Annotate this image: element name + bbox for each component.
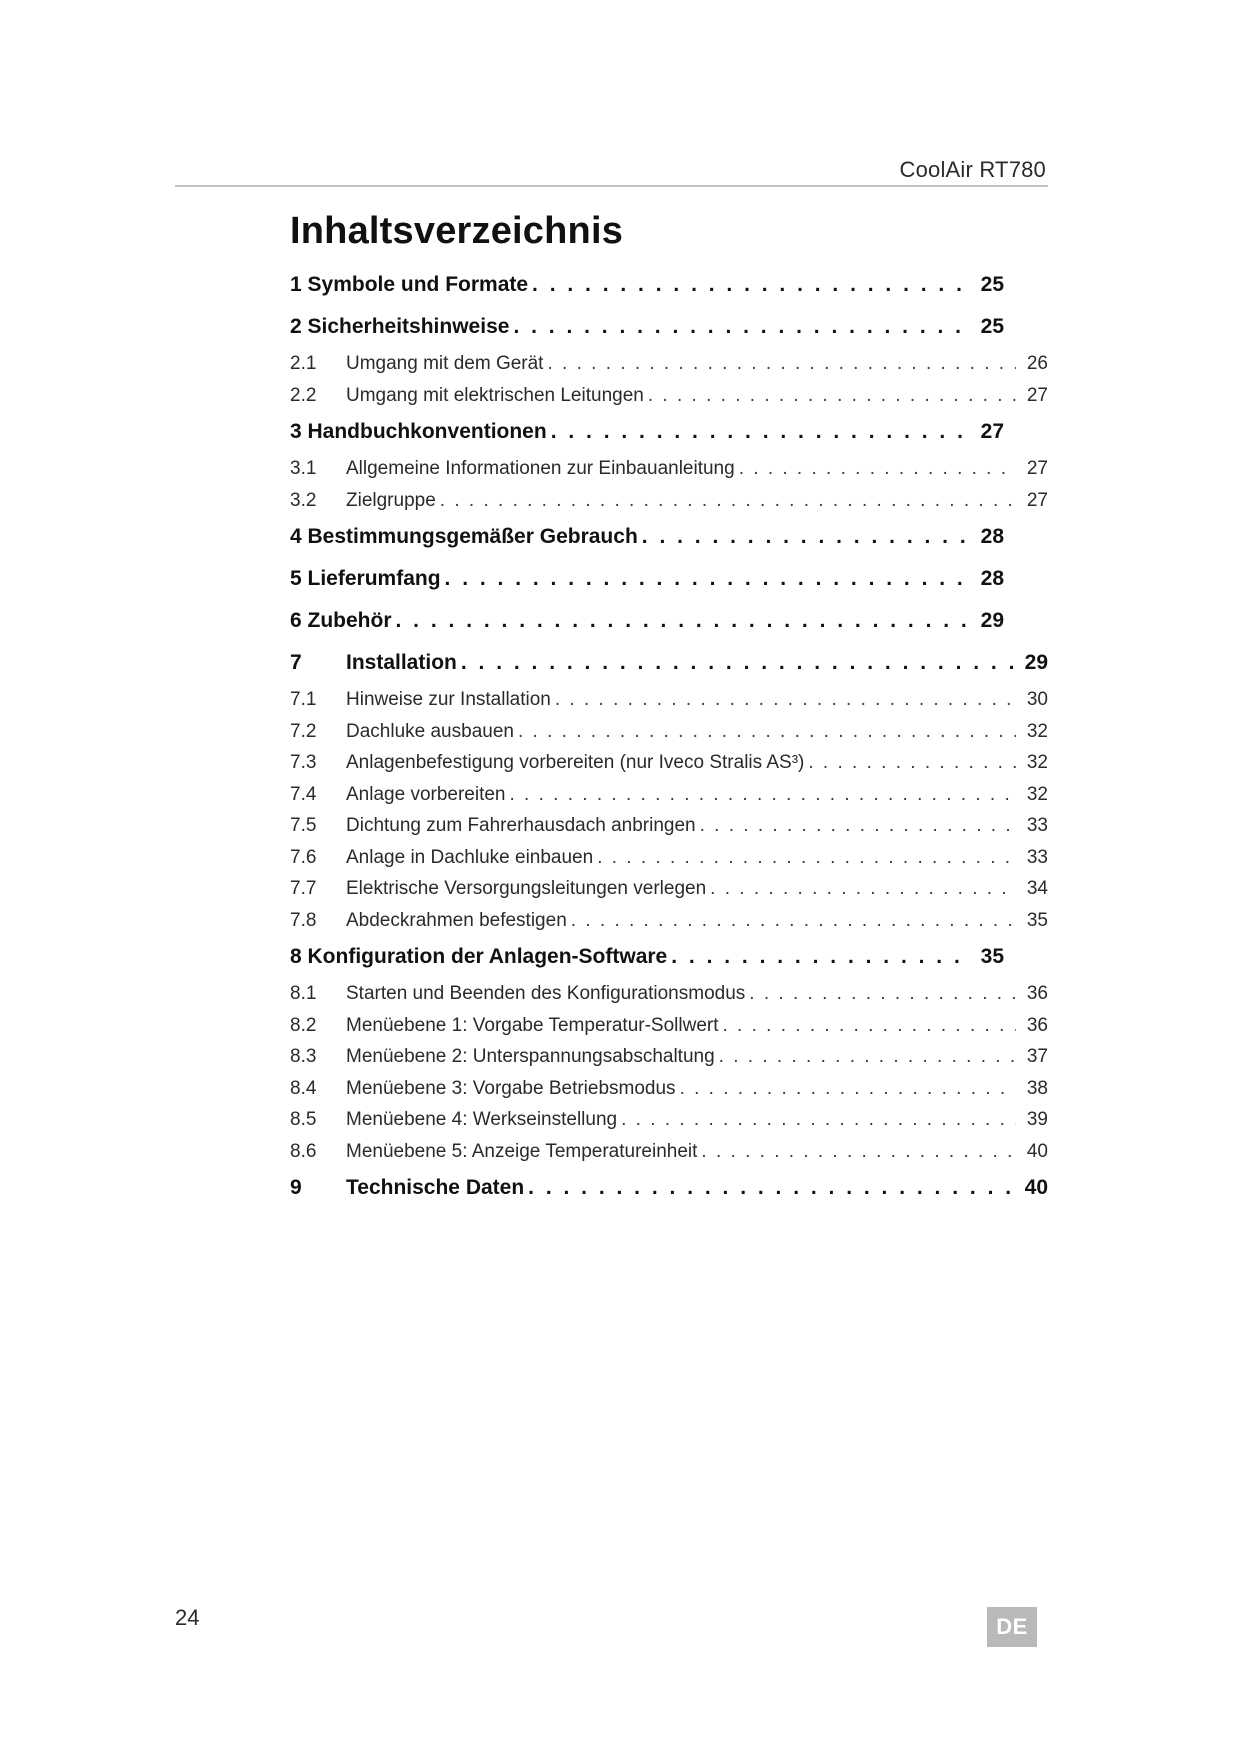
toc-entry-label: Elektrische Versorgungsleitungen verlegen [346,878,707,899]
dot-leader [680,1073,1016,1105]
toc-entry-label: 8 Konfiguration der Anlagen-Software [290,945,668,968]
toc-entry-page: 32 [1026,783,1048,805]
dot-leader [547,348,1016,380]
toc-entry-label: 4 Bestimmungsgemäßer Gebrauch [290,525,638,548]
toc-entry-number: 7.6 [290,846,317,868]
document-product-title: CoolAir RT780 [899,157,1046,182]
toc-entry-page: 28 [980,567,1004,590]
toc-entry-number: 7.7 [290,878,317,899]
toc-entry-page: 39 [1026,1109,1048,1130]
toc-entry-label: Umgang mit elektrischen Leitungen [346,384,644,406]
toc-entry-page: 40 [1026,1140,1048,1162]
toc-entry-1[interactable] [290,264,1004,306]
toc-entry-label: Starten und Beenden des Konfigurationsmodus [346,983,746,1004]
toc-entry-number: 7.1 [290,689,317,710]
dot-leader [528,1167,1016,1209]
toc-entry-number: 3.2 [290,489,317,511]
toc-entry-5[interactable] [290,558,1004,600]
toc-entry-label: 1 Symbole und Formate [290,273,529,296]
toc-entry-3[interactable] [290,411,1004,453]
toc-entry-number: 7.5 [290,815,317,836]
toc-entry-7-5[interactable] [290,810,1048,842]
toc-entry-label: Allgemeine Informationen zur Einbauanleitung [346,458,735,479]
toc-entry-page: 29 [980,609,1004,632]
toc-entry-page: 36 [1026,983,1048,1004]
toc-entry-label: Anlage in Dachluke einbauen [346,846,594,868]
toc-entry-7-7[interactable] [290,873,1048,905]
toc-entry-number: 7.3 [290,752,317,773]
toc-entry-label: Menüebene 3: Vorgabe Betriebsmodus [346,1077,676,1099]
toc-entry-7[interactable] [290,642,1048,684]
toc-entry-page: 35 [980,945,1004,968]
toc-entry-label: Anlage vorbereiten [346,783,506,805]
dot-leader [808,747,1016,779]
toc-entry-page: 33 [1026,815,1048,836]
toc-entry-label: Menüebene 2: Unterspannungsabschaltung [346,1046,715,1067]
toc-entry-number: 2.2 [290,384,317,406]
toc-entry-7-8[interactable] [290,905,1048,937]
toc-entry-number: 8.2 [290,1014,317,1036]
toc-entry-page: 29 [1024,651,1048,674]
dot-leader [510,779,1017,811]
toc-entry-page: 34 [1026,878,1048,899]
toc-entry-page: 26 [1026,353,1048,374]
toc-entry-9[interactable] [290,1167,1048,1209]
toc-entry-number: 7.8 [290,909,317,931]
dot-leader [597,842,1016,874]
toc-entry-number: 7 [290,651,302,674]
dot-leader [648,380,1016,412]
toc-entry-label: Abdeckrahmen befestigen [346,909,567,931]
toc-entry-8-3[interactable] [290,1041,1048,1073]
toc-entry-page: 27 [1026,458,1048,479]
dot-leader [700,810,1016,842]
dot-leader [396,600,972,642]
dot-leader [440,485,1016,517]
dot-leader [701,1136,1016,1168]
toc-entry-number: 2.1 [290,353,317,374]
toc-entry-8-1[interactable] [290,978,1048,1010]
toc-entry-8-4[interactable] [290,1073,1048,1105]
toc-entry-label: 2 Sicherheitshinweise [290,315,510,338]
header-divider [175,185,1048,187]
toc-entry-7-1[interactable] [290,684,1048,716]
dot-leader [749,978,1016,1010]
toc-entry-label: 3 Handbuchkonventionen [290,420,547,443]
toc-entry-page: 32 [1026,720,1048,742]
toc-entry-7-6[interactable] [290,842,1048,874]
toc-entry-7-3[interactable] [290,747,1048,779]
toc-entry-8[interactable] [290,936,1004,978]
language-badge: DE [987,1607,1037,1647]
dot-leader [621,1104,1016,1136]
toc-entry-page: 36 [1026,1014,1048,1036]
toc-entry-number: 9 [290,1176,302,1199]
toc-entry-label: Installation [346,651,457,674]
dot-leader [739,453,1016,485]
toc-entry-page: 32 [1026,752,1048,773]
toc-entry-number: 3.1 [290,458,317,479]
toc-entry-number: 7.4 [290,783,317,805]
toc-entry-label: Hinweise zur Installation [346,689,551,710]
toc-entry-page: 40 [1024,1176,1048,1199]
toc-entry-page: 28 [980,525,1004,548]
toc-entry-label: Menüebene 4: Werkseinstellung [346,1109,618,1130]
toc-entry-label: Menüebene 1: Vorgabe Temperatur-Sollwert [346,1014,719,1036]
toc-entry-page: 33 [1026,846,1048,868]
toc-entry-page: 37 [1026,1046,1048,1067]
dot-leader [513,306,972,348]
dot-leader [642,516,972,558]
toc-entry-page: 35 [1026,909,1048,931]
dot-leader [445,558,972,600]
toc-entry-7-2[interactable] [290,716,1048,748]
toc-entry-label: Technische Daten [346,1176,525,1199]
toc-entry-number: 8.3 [290,1046,317,1067]
toc-entry-label: 6 Zubehör [290,609,392,632]
dot-leader [461,642,1016,684]
toc-entry-number: 8.6 [290,1140,317,1162]
dot-leader [723,1010,1017,1042]
toc-entry-number: 7.2 [290,720,317,742]
toc-entry-page: 25 [980,315,1004,338]
page-number: 24 [175,1605,200,1630]
toc-entry-3-1[interactable] [290,453,1048,485]
dot-leader [555,684,1016,716]
toc-entry-page: 27 [1026,384,1048,406]
toc-entry-number: 8.5 [290,1109,317,1130]
dot-leader [551,411,972,453]
toc-entry-4[interactable] [290,516,1004,558]
toc-entry-page: 25 [980,273,1004,296]
toc-entry-8-6[interactable] [290,1136,1048,1168]
toc-entry-page: 27 [1026,489,1048,511]
toc-entry-label: Anlagenbefestigung vorbereiten (nur Iveco Stralis AS³) [346,752,805,773]
page-title: Inhaltsverzeichnis [290,210,624,252]
toc-entry-page: 27 [980,420,1004,443]
dot-leader [518,716,1016,748]
toc-entry-2-1[interactable] [290,348,1048,380]
toc-entry-6[interactable] [290,600,1004,642]
dot-leader [719,1041,1016,1073]
toc-entry-8-2[interactable] [290,1010,1048,1042]
toc-entry-page: 38 [1026,1077,1048,1099]
toc-entry-label: Menüebene 5: Anzeige Temperatureinheit [346,1140,698,1162]
toc-entry-number: 8.4 [290,1077,317,1099]
toc-entry-7-4[interactable] [290,779,1048,811]
dot-leader [671,936,972,978]
toc-entry-8-5[interactable] [290,1104,1048,1136]
table-of-contents [290,264,1048,1209]
toc-entry-3-2[interactable] [290,485,1048,517]
toc-entry-number: 8.1 [290,983,317,1004]
toc-entry-2[interactable] [290,306,1004,348]
toc-entry-label: 5 Lieferumfang [290,567,441,590]
toc-entry-label: Dichtung zum Fahrerhausdach anbringen [346,815,696,836]
toc-entry-label: Dachluke ausbauen [346,720,514,742]
toc-entry-label: Umgang mit dem Gerät [346,353,544,374]
dot-leader [710,873,1016,905]
dot-leader [571,905,1016,937]
dot-leader [532,264,972,306]
toc-entry-2-2[interactable] [290,380,1048,412]
toc-entry-label: Zielgruppe [346,489,436,511]
toc-entry-page: 30 [1026,689,1048,710]
